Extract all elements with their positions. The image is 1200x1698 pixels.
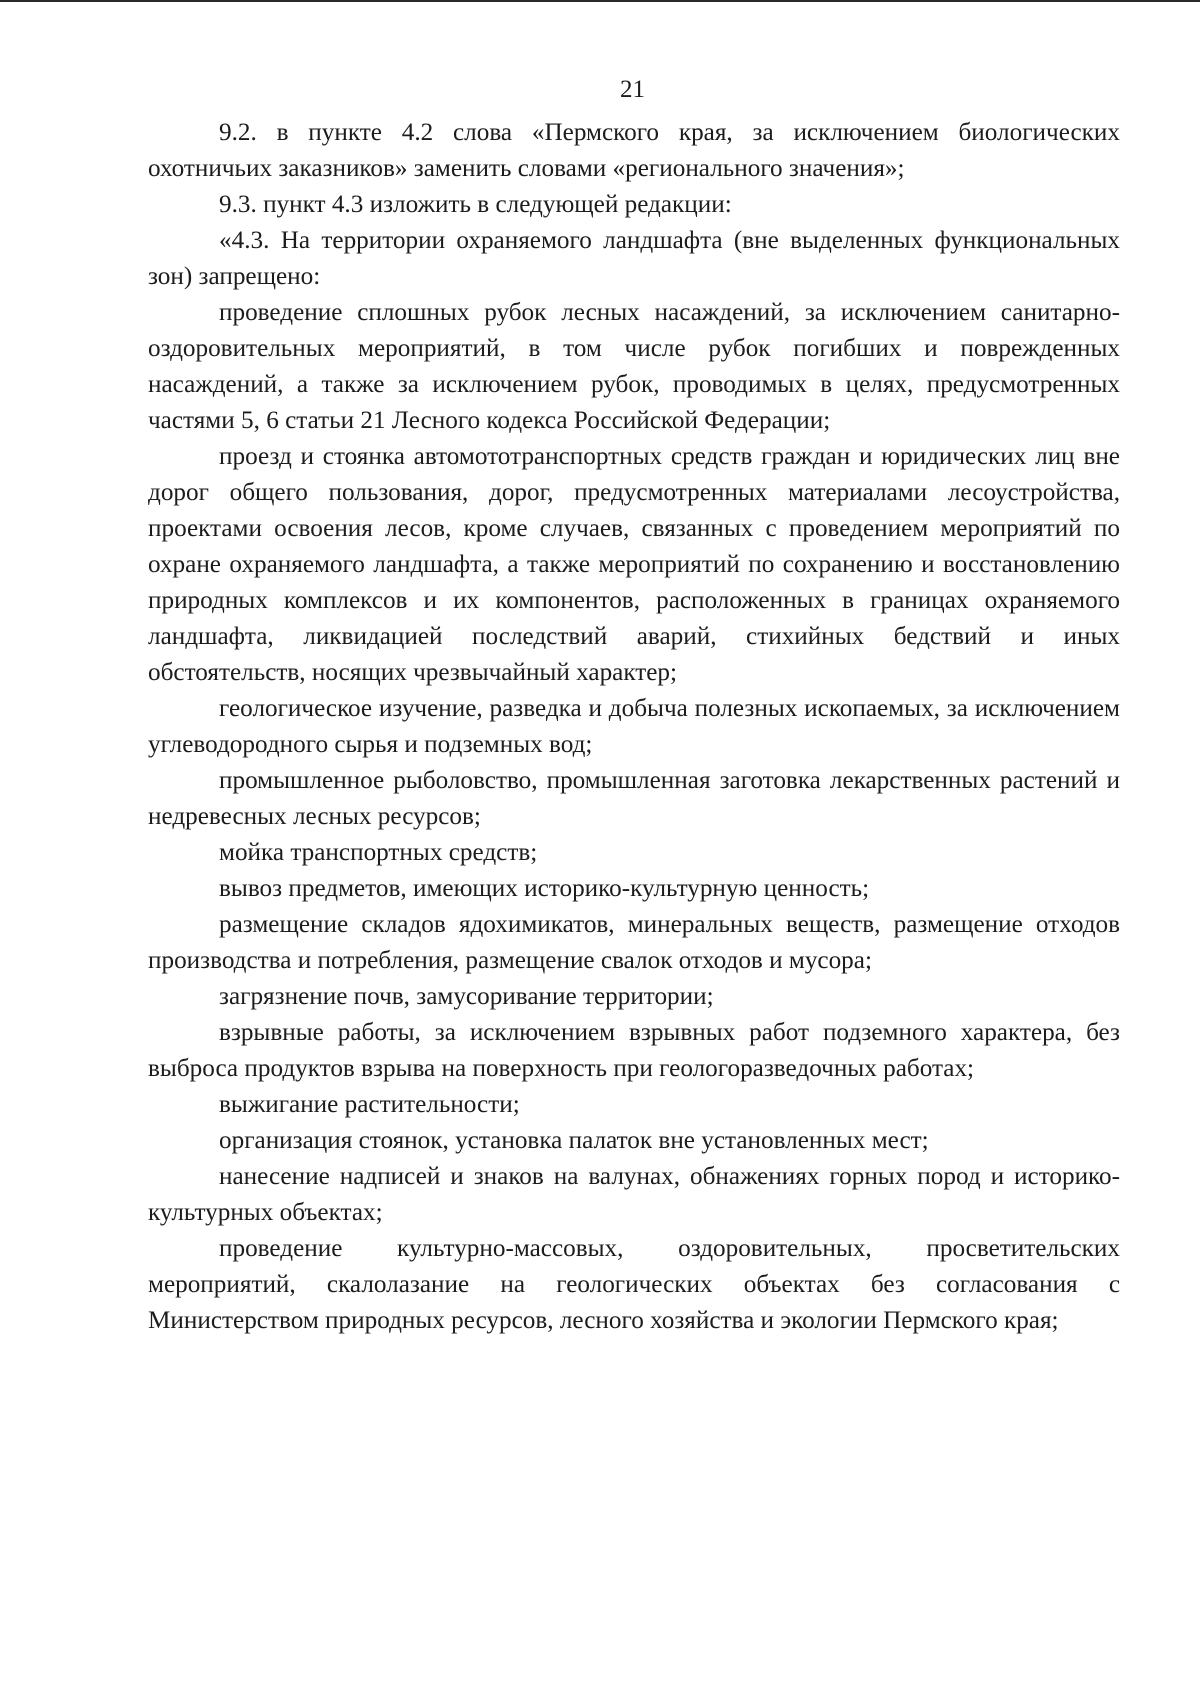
list-item-waste-storage: размещение складов ядохимикатов, минеральных веществ, размещение отходов производства и потребления, размещение свалок отходов и мусора; [148,911,1120,974]
list-item-camping: организация стоянок, установка палаток вне установленных мест; [219,1127,929,1154]
document-body [148,115,1120,1339]
list-item-inscriptions: нанесение надписей и знаков на валунах, обнажениях горных пород и историко-культурных объектах; [148,1163,1120,1226]
list-item-mass-events: проведение культурно-массовых, оздоровительных, просветительских мероприятий, скалолазание на геологических объектах без согласования с Министерством природных ресурсов, лесного хозяйства и экологии Пермского края; [148,1235,1120,1334]
page-number: 21 [620,76,645,103]
page-top-edge [0,0,1200,2]
paragraph-4-3-intro: «4.3. На территории охраняемого ландшафта (вне выделенных функциональных зон) запрещено: [148,227,1120,290]
list-item-industrial-fishing: промышленное рыболовство, промышленная заготовка лекарственных растений и недревесных лесных ресурсов; [148,767,1120,830]
list-item-vegetation-burning: выжигание растительности; [219,1091,520,1118]
list-item-artifact-removal: вывоз предметов, имеющих историко-культурную ценность; [219,875,870,902]
paragraph-9-3: 9.3. пункт 4.3 изложить в следующей редакции: [219,191,732,218]
paragraph-9-2: 9.2. в пункте 4.2 слова «Пермского края, за исключением биологических охотничьих заказников» заменить словами «регионального значения»; [148,119,1120,182]
list-item-blasting: взрывные работы, за исключением взрывных работ подземного характера, без выброса продуктов взрыва на поверхность при геологоразведочных работах; [148,1019,1120,1082]
list-item-vehicle-washing: мойка транспортных средств; [219,839,538,866]
list-item-clear-cutting: проведение сплошных рубок лесных насаждений, за исключением санитарно-оздоровительных мероприятий, в том числе рубок погибших и поврежденных насаждений, а также за исключением рубок, проводимых в целях, предусмотренных частями 5, 6 статьи 21 Лесного кодекса Российской Федерации; [148,299,1120,434]
list-item-vehicle-traffic: проезд и стоянка автомототранспортных средств граждан и юридических лиц вне дорог общего пользования, дорог, предусмотренных материалами лесоустройства, проектами освоения лесов, кроме случаев, связанных с проведением мероприятий по охране охраняемого ландшафта, а также мероприятий по сохранению и восстановлению природных комплексов и их компонентов, расположенных в границах охраняемого ландшафта, ликвидацией последствий аварий, стихийных бедствий и иных обстоятельств, носящих чрезвычайный характер; [148,443,1120,686]
list-item-geological-survey: геологическое изучение, разведка и добыча полезных ископаемых, за исключением углеводородного сырья и подземных вод; [148,695,1120,758]
list-item-soil-pollution: загрязнение почв, замусоривание территории; [219,983,714,1010]
